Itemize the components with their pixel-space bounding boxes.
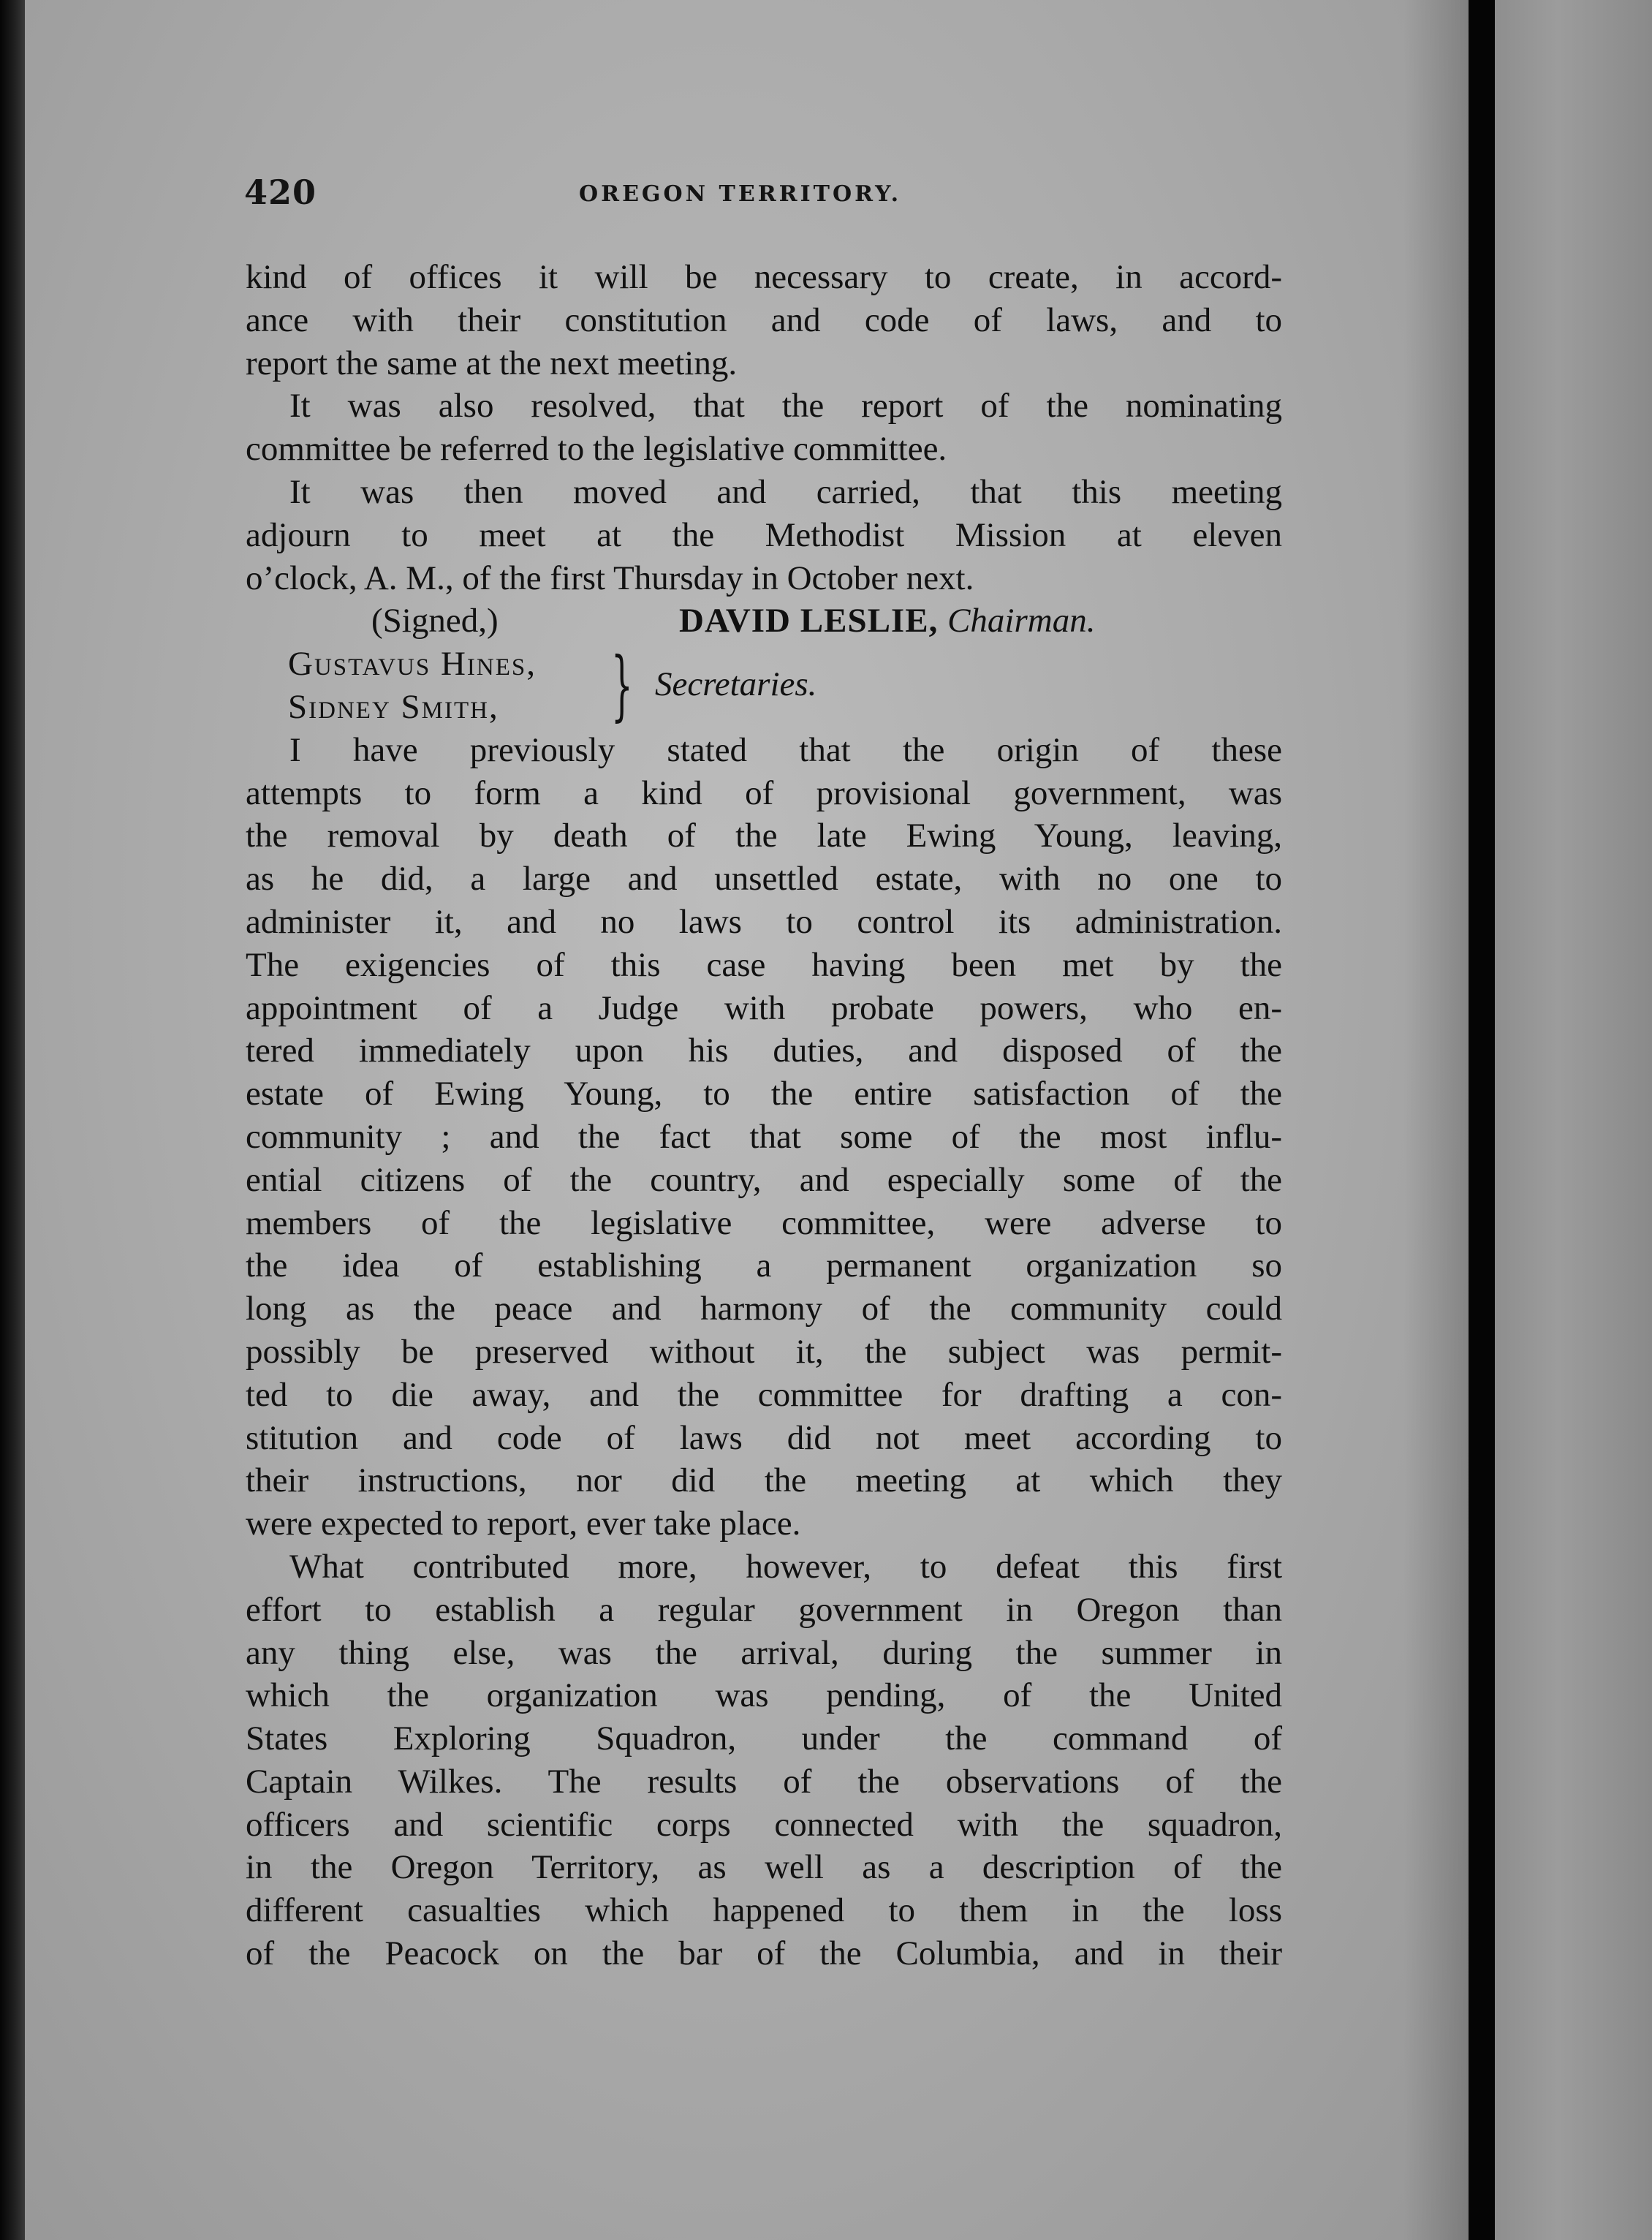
text-line: long as the peace and harmony of the community could xyxy=(246,1290,1282,1328)
signature-block xyxy=(246,599,1282,643)
paragraph-1 xyxy=(246,256,1282,385)
body-text xyxy=(246,256,1282,1975)
chairman-signature xyxy=(679,599,1095,643)
signed-label: (Signed,) xyxy=(371,602,499,640)
text-line: as he did, a large and unsettled estate, with no one to xyxy=(246,860,1282,898)
text-line: It was then moved and carried, that this meeting xyxy=(289,472,1282,511)
text-line: adjourn to meet at the Methodist Mission at eleven xyxy=(246,515,1282,554)
paper-gutter-shadow xyxy=(1403,0,1469,2240)
text-line: committee be referred to the legislative committee. xyxy=(246,430,947,469)
text-line: were expected to report, ever take place. xyxy=(246,1505,801,1543)
text-line: administer it, and no laws to control its administration. xyxy=(246,902,1282,941)
text-line: different casualties which happened to them in the loss xyxy=(246,1891,1282,1930)
text-line: which the organization was pending, of the United xyxy=(246,1676,1282,1715)
facing-page-margin xyxy=(1495,0,1652,2240)
text-line: I have previously stated that the origin of these xyxy=(289,730,1282,769)
text-line: ance with their constitution and code of laws, and to xyxy=(246,300,1282,339)
chairman-role: Chairman. xyxy=(947,602,1096,640)
text-line: report the same at the next meeting. xyxy=(246,344,738,382)
curly-brace-icon: } xyxy=(611,640,633,730)
text-line: The exigencies of this case having been met by the xyxy=(246,945,1282,984)
secretaries-block xyxy=(246,640,1282,730)
book-left-edge xyxy=(0,0,25,2240)
text-line: members of the legislative committee, were adverse to xyxy=(246,1203,1282,1242)
paragraph-5 xyxy=(246,1545,1282,1975)
paragraph-4 xyxy=(246,729,1282,1545)
text-line: o’clock, A. M., of the first Thursday in October next. xyxy=(246,559,974,597)
text-line: of the Peacock on the bar of the Columbia, and in their xyxy=(246,1934,1282,1973)
text-line: ted to die away, and the committee for drafting a con- xyxy=(246,1375,1282,1414)
secretary-name: Gustavus Hines, xyxy=(288,645,537,684)
text-line: kind of offices it will be necessary to create, in accord- xyxy=(246,258,1282,296)
text-line: attempts to form a kind of provisional government, was xyxy=(246,773,1282,812)
running-head: OREGON TERRITORY. xyxy=(579,181,902,207)
page-number: 420 xyxy=(244,173,317,212)
text-line: What contributed more, however, to defeat this first xyxy=(289,1547,1282,1586)
secretaries-role: Secretaries. xyxy=(655,665,817,704)
chairman-name: DAVID LESLIE, xyxy=(679,602,939,640)
paragraph-3 xyxy=(246,471,1282,599)
text-line: their instructions, nor did the meeting at which they xyxy=(246,1461,1282,1500)
text-line: possibly be preserved without it, the subject was permit- xyxy=(246,1332,1282,1371)
text-line: appointment of a Judge with probate powers, who en- xyxy=(246,988,1282,1027)
text-line: Captain Wilkes. The results of the observations of the xyxy=(246,1762,1282,1801)
text-line: in the Oregon Territory, as well as a description of the xyxy=(246,1848,1282,1887)
secretary-name: Sidney Smith, xyxy=(288,687,499,726)
text-line: officers and scientific corps connected with the squadron, xyxy=(246,1805,1282,1844)
text-line: the removal by death of the late Ewing Young, leaving, xyxy=(246,817,1282,855)
text-line: community ; and the fact that some of the most influ- xyxy=(246,1117,1282,1156)
book-spine-edge xyxy=(1469,0,1495,2240)
text-line: States Exploring Squadron, under the command of xyxy=(246,1719,1282,1758)
text-line: It was also resolved, that the report of the nominating xyxy=(289,387,1282,425)
text-line: the idea of establishing a permanent organization so xyxy=(246,1246,1282,1285)
page-header xyxy=(244,173,1282,224)
text-line: effort to establish a regular government in Oregon than xyxy=(246,1590,1282,1629)
text-line: estate of Ewing Young, to the entire satisfaction of the xyxy=(246,1075,1282,1113)
paragraph-2 xyxy=(246,385,1282,471)
text-line: stitution and code of laws did not meet according to xyxy=(246,1418,1282,1457)
text-line: ential citizens of the country, and especially some of the xyxy=(246,1160,1282,1199)
text-line: any thing else, was the arrival, during the summer in xyxy=(246,1633,1282,1672)
text-line: tered immediately upon his duties, and disposed of the xyxy=(246,1032,1282,1070)
